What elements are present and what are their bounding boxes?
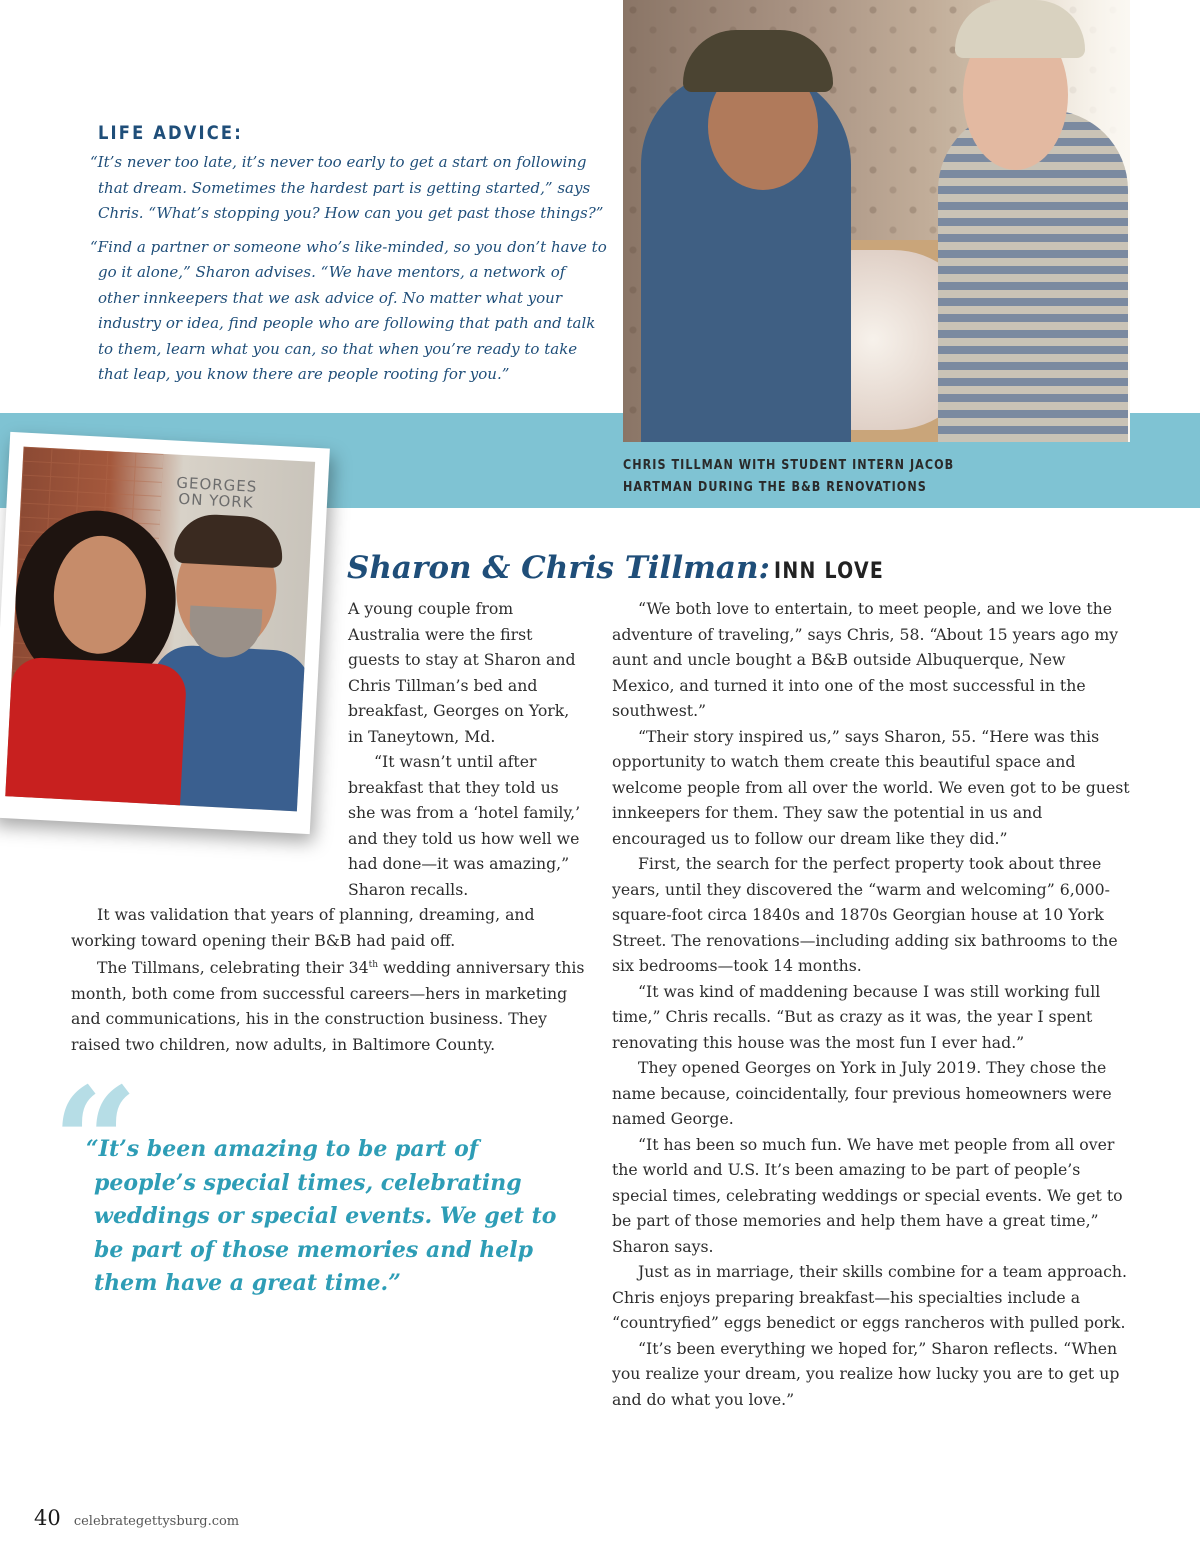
website-link[interactable]: celebrategettysburg.com bbox=[73, 1514, 240, 1529]
article-paragraph: The Tillmans, celebrating their 34th wedding anniversary this month, both come from successful careers—hers in marketing and communications, his in the construction business. They raised two children, now adults, in Baltimore County. bbox=[71, 958, 585, 1054]
inn-sign-line1: GEORGES bbox=[175, 473, 258, 496]
renovation-photo bbox=[623, 0, 1130, 442]
article-paragraph: It was validation that years of planning, dreaming, and working toward opening their B&B had paid off. bbox=[71, 905, 535, 950]
chris-cap bbox=[683, 30, 833, 92]
chris-hair bbox=[174, 513, 284, 569]
quote-mark-icon: “ bbox=[52, 1055, 139, 1231]
article-column-narrow bbox=[348, 596, 588, 902]
headline-subtitle: INN LOVE bbox=[773, 559, 885, 584]
page-number: 40 bbox=[34, 1506, 61, 1530]
article-column-right bbox=[612, 596, 1132, 1412]
article-paragraph: First, the search for the perfect property took about three years, until they discovered the “warm and welcoming” 6,000-square-foot circa 1840s and 1870s Georgian house at 10 York Street. The renovations—including adding six bathrooms to the six bedrooms—took 14 months. bbox=[612, 854, 1118, 975]
article-headline bbox=[347, 548, 902, 586]
couple-photo-image bbox=[5, 447, 315, 812]
sharon-red-dress bbox=[5, 656, 187, 811]
page-footer bbox=[34, 1506, 239, 1530]
article-paragraph: “It wasn’t until after breakfast that they told us she was from a ‘hotel family,’ and they told us how well we had done—it was amazing,” Sharon recalls. bbox=[348, 752, 581, 899]
article-paragraph: Just as in marriage, their skills combine for a team approach. Chris enjoys preparing breakfast—his specialties include a “countryfied” eggs benedict or eggs rancheros with pulled pork. bbox=[612, 1262, 1127, 1332]
article-paragraph: “We both love to entertain, to meet people, and we love the adventure of traveling,” says Chris, 58. “About 15 years ago my aunt and uncle bought a B&B outside Albuquerque, New Mexico, and turned it into one of the most successful in the southwest.” bbox=[612, 599, 1119, 720]
article-paragraph: “Their story inspired us,” says Sharon, 55. “Here was this opportunity to watch them create this beautiful space and welcome people from all over the world. We even got to be guest innkeepers for them. They saw the potential in us and encouraged us to follow our dream like they did.” bbox=[612, 726, 1130, 848]
life-advice-title: LIFE ADVICE: bbox=[98, 122, 243, 144]
article-paragraph: They opened Georges on York in July 2019. They chose the name because, coincidentally, four previous homeowners were named George. bbox=[612, 1058, 1112, 1128]
inn-sign bbox=[161, 474, 273, 512]
advice-quote-sharon: “Find a partner or someone who’s like-minded, so you don’t have to go it alone,” Sharon advises. “We have mentors, a network of other innkeepers that we ask advice of. No matter what your industry or idea, find people who are following that path and talk to them, learn what you can, so that when you’re ready to take that leap, you know there are people rooting for you.” bbox=[90, 237, 607, 383]
article-column-left bbox=[71, 902, 591, 1057]
couple-polaroid-photo bbox=[0, 432, 330, 834]
article-paragraph: A young couple from Australia were the first guests to stay at Sharon and Chris Tillman’s bed and breakfast, Georges on York, in Taneytown, Md. bbox=[348, 599, 576, 746]
article-paragraph: “It was kind of maddening because I was still working full time,” Chris recalls. “But as crazy as it was, the year I spent renovating this house was the most fun I ever had.” bbox=[612, 981, 1101, 1052]
article-paragraph: “It’s been everything we hoped for,” Sharon reflects. “When you realize your dream, you realize how lucky you are to get up and do what you love.” bbox=[612, 1338, 1120, 1409]
pull-quote: “It’s been amazing to be part of people’s special times, celebrating weddings or special events. We get to be part of those memories and help them have a great time.” bbox=[86, 1136, 557, 1296]
advice-quote-chris: “It’s never too late, it’s never too early to get a start on following that dream. Sometimes the hardest part is getting started,” says Chris. “What’s stopping you? How can you get past those things?” bbox=[90, 153, 604, 222]
life-advice-box bbox=[88, 122, 608, 388]
photo-caption: CHRIS TILLMAN WITH STUDENT INTERN JACOB HARTMAN DURING THE B&B RENOVATIONS bbox=[623, 458, 955, 495]
headline-names: Sharon & Chris Tillman: bbox=[347, 550, 770, 586]
article-paragraph: “It has been so much fun. We have met people from all over the world and U.S. It’s been amazing to be part of people’s special times, celebrating weddings or special events. We get to be part of those memories and help them have a great time,” Sharon says. bbox=[612, 1134, 1123, 1256]
inn-sign-line2: ON YORK bbox=[177, 489, 255, 512]
